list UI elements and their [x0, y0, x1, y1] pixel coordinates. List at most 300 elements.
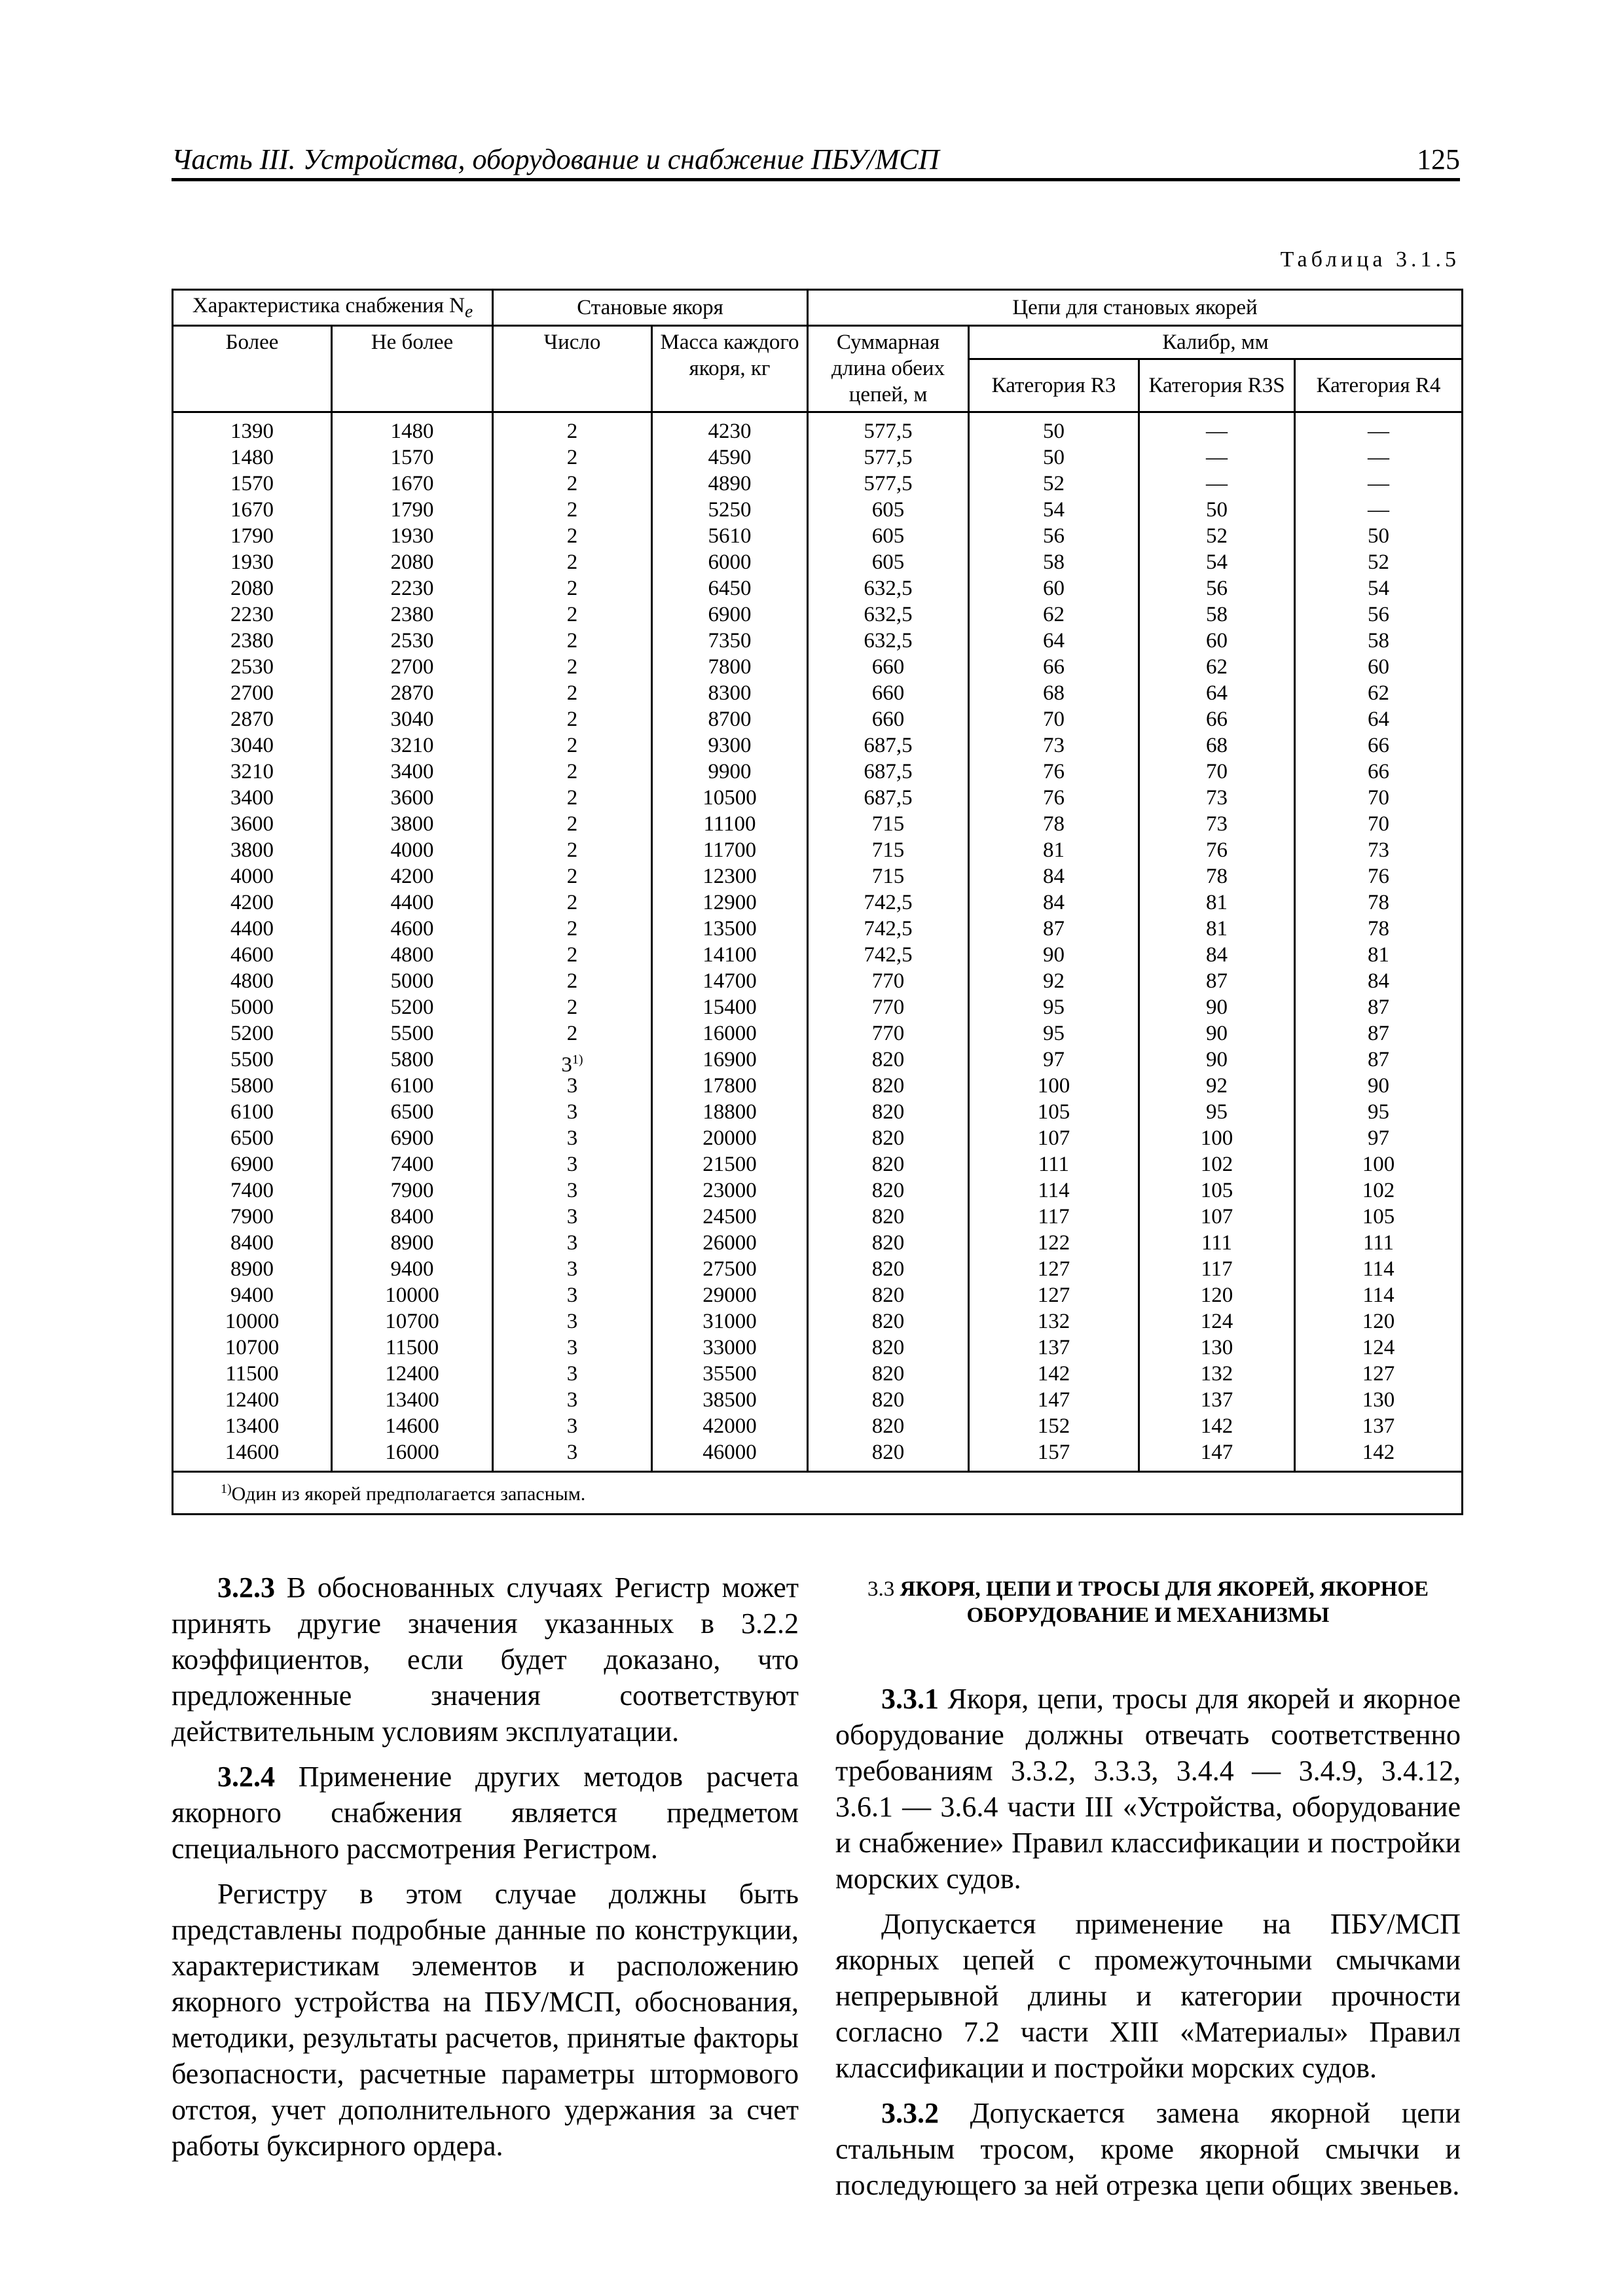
table-cell: 17800 — [702, 1074, 757, 1098]
table-cell: 84 — [1368, 969, 1390, 993]
table-cell: 62 — [1043, 603, 1065, 626]
table-cell: 2 — [566, 917, 578, 941]
table-cell: 92 — [1206, 1074, 1228, 1098]
table-cell: 87 — [1368, 996, 1390, 1019]
table-cell: 5250 — [708, 498, 752, 522]
paragraph-3-2-4-cont: Регистру в этом случае должны быть представлены подробные данные по конструкции, характеристикам элементов и расположению якорного устройства на ПБУ/МСП, обоснования, методики, результаты расчетов, принятые факторы безопасности, расчетные параметры штормового отстоя, учет дополнительного удержания за счет работы буксирного ордера. — [172, 1878, 799, 2162]
header-title: Часть III. Устройства, оборудование и снабжение ПБУ/МСП — [172, 143, 939, 175]
table-cell: 715 — [871, 812, 905, 836]
table-cell: 60 — [1043, 577, 1065, 600]
table-cell: 73 — [1206, 786, 1228, 810]
table-cell: 81 — [1043, 838, 1065, 862]
col-mass — [652, 412, 808, 1472]
col-r3 — [969, 412, 1139, 1472]
table-cell: 2 — [566, 891, 578, 914]
table-cell: 97 — [1368, 1126, 1390, 1150]
paragraph-3-3-1: 3.3.1 Якоря, цепи, тросы для якорей и якорное оборудование должны отвечать соответственно требованиям 3.3.2, 3.3.3, 3.4.4 — 3.4.9, 3.4.12, 3.6.1 — 3.6.4 части III «Устройства, оборудование и снабжение» Правил классификации и постройки морских судов. — [835, 1683, 1461, 1895]
table-cell: 97 — [1043, 1048, 1065, 1071]
table-cell: 56 — [1206, 577, 1228, 600]
table-cell: 120 — [1362, 1310, 1395, 1333]
table-cell: 3600 — [230, 812, 274, 836]
table-cell: 18800 — [702, 1100, 757, 1124]
table-cell: 2380 — [390, 603, 434, 626]
table-cell: 820 — [871, 1048, 905, 1071]
table-cell: 31000 — [702, 1310, 757, 1333]
table-cell: 820 — [871, 1336, 905, 1359]
table-cell: — — [1206, 472, 1228, 495]
table-cell: 820 — [871, 1441, 905, 1464]
table-cell: 6900 — [708, 603, 752, 626]
table-cell: 60 — [1206, 629, 1228, 653]
table-cell: 38500 — [702, 1388, 757, 1412]
table-cell: 2380 — [230, 629, 274, 653]
table-cell: 3 — [566, 1414, 578, 1438]
table-cell: 1670 — [230, 498, 274, 522]
table-cell: 1930 — [390, 524, 434, 548]
table-cell: 76 — [1368, 865, 1390, 888]
table-cell: 3 — [566, 1362, 578, 1386]
table-cell: 127 — [1037, 1283, 1070, 1307]
table-cell: 147 — [1200, 1441, 1233, 1464]
table-cell: 2530 — [390, 629, 434, 653]
table-cell: 577,5 — [864, 446, 913, 469]
table-cell: 4400 — [390, 891, 434, 914]
table-cell: 2 — [566, 603, 578, 626]
table-cell: 6900 — [390, 1126, 434, 1150]
table-cell: 52 — [1368, 550, 1390, 574]
table-cell: 13400 — [385, 1388, 439, 1412]
table-cell: 58 — [1368, 629, 1390, 653]
table-cell: 687,5 — [864, 734, 913, 757]
table-cell: 23000 — [702, 1179, 757, 1202]
header-not-more: Не более — [332, 326, 493, 412]
table-cell: 8400 — [390, 1205, 434, 1229]
table-cell: 4800 — [230, 969, 274, 993]
table-cell: 58 — [1206, 603, 1228, 626]
table-cell: 2 — [566, 865, 578, 888]
table-cell: 78 — [1043, 812, 1065, 836]
table-cell: 3600 — [390, 786, 434, 810]
table-cell: 632,5 — [864, 629, 913, 653]
table-cell: — — [1206, 446, 1228, 469]
table-cell: 715 — [871, 838, 905, 862]
table-cell: 12300 — [702, 865, 757, 888]
table-cell: 130 — [1362, 1388, 1395, 1412]
table-cell: 33000 — [702, 1336, 757, 1359]
table-cell: 2530 — [230, 655, 274, 679]
table-cell: 3$^{1)}$ — [561, 1052, 583, 1077]
header-chains: Цепи для становых якорей — [808, 290, 1463, 326]
table-cell: 95 — [1043, 996, 1065, 1019]
table-cell: 50 — [1043, 446, 1065, 469]
header-caliber: Калибр, мм — [969, 326, 1463, 359]
footnote-mark: 1) — [572, 1052, 583, 1067]
table-cell: 8400 — [230, 1231, 274, 1255]
table-cell: 76 — [1043, 760, 1065, 783]
table-cell: 78 — [1368, 891, 1390, 914]
paragraph-3-3-1-cont: Допускается применение на ПБУ/МСП якорных цепей с промежуточными смычками непрерывной длины и категории прочности согласно 7.2 части XIII «Материалы» Правил классификации и постройки морских судов. — [835, 1908, 1461, 2084]
table-cell: 4000 — [230, 865, 274, 888]
table-cell: 124 — [1362, 1336, 1395, 1359]
table-cell: 90 — [1043, 943, 1065, 967]
table-cell: 9300 — [708, 734, 752, 757]
table-cell: 9400 — [390, 1257, 434, 1281]
table-cell: 2 — [566, 681, 578, 705]
table-cell: 3 — [566, 1310, 578, 1333]
table-cell: 66 — [1368, 760, 1390, 783]
table-cell: 3 — [566, 1257, 578, 1281]
table-cell: 820 — [871, 1231, 905, 1255]
running-header — [172, 143, 1460, 181]
table-cell: 1790 — [230, 524, 274, 548]
table-cell: 632,5 — [864, 577, 913, 600]
paragraph-3-2-3: 3.2.3 В обоснованных случаях Регистр может принять другие значения указанных в 3.2.2 коэффициентов, если будет доказано, что предложенные значения соответствуют действительным условиям эксплуатации. — [172, 1571, 799, 1748]
table-cell: 78 — [1368, 917, 1390, 941]
page-number: 125 — [1417, 143, 1460, 175]
table-cell: 4890 — [708, 472, 752, 495]
col-length — [808, 412, 969, 1472]
table-cell: 107 — [1200, 1205, 1233, 1229]
table-cell: 1670 — [390, 472, 434, 495]
table-cell: 100 — [1362, 1153, 1395, 1176]
table-cell: 2080 — [390, 550, 434, 574]
table-cell: 4590 — [708, 446, 752, 469]
table-cell: 62 — [1206, 655, 1228, 679]
table-cell: 3400 — [390, 760, 434, 783]
table-cell: 742,5 — [864, 891, 913, 914]
left-text-column — [172, 1570, 799, 2164]
table-cell: 14600 — [225, 1441, 280, 1464]
table-cell: 1930 — [230, 550, 274, 574]
table-cell: 122 — [1037, 1231, 1070, 1255]
table-cell: 117 — [1201, 1257, 1233, 1281]
table-cell: 2700 — [390, 655, 434, 679]
col-r4 — [1295, 412, 1463, 1472]
header-number: Число — [493, 326, 652, 412]
table-cell: 3 — [566, 1126, 578, 1150]
table-cell: 114 — [1038, 1179, 1070, 1202]
table-cell: 6100 — [230, 1100, 274, 1124]
table-cell: 52 — [1206, 524, 1228, 548]
table-cell: 687,5 — [864, 760, 913, 783]
table-cell: 2 — [566, 708, 578, 731]
table-cell: 3 — [566, 1100, 578, 1124]
table-cell: 4230 — [708, 420, 752, 443]
header-anchors: Становые якоря — [493, 290, 808, 326]
col-number — [493, 412, 652, 1472]
table-cell: 820 — [871, 1074, 905, 1098]
table-cell: 2 — [566, 969, 578, 993]
table-cell: 2 — [566, 420, 578, 443]
table-cell: 13500 — [702, 917, 757, 941]
table-cell: 137 — [1200, 1388, 1233, 1412]
table-cell: 3040 — [390, 708, 434, 731]
table-cell: 11700 — [702, 838, 757, 862]
table-cell: 2870 — [230, 708, 274, 731]
table-cell: 632,5 — [864, 603, 913, 626]
table-cell: 605 — [871, 550, 905, 574]
table-cell: 68 — [1206, 734, 1228, 757]
table-cell: 7400 — [390, 1153, 434, 1176]
table-cell: 2 — [566, 577, 578, 600]
table-body-row — [173, 412, 1463, 1472]
table-cell: 58 — [1043, 550, 1065, 574]
anchor-equipment-table — [172, 289, 1463, 1515]
table-cell: 13400 — [225, 1414, 280, 1438]
table-cell: 6100 — [390, 1074, 434, 1098]
table-cell: 90 — [1206, 996, 1228, 1019]
table-cell: 127 — [1362, 1362, 1395, 1386]
table-cell: 111 — [1201, 1231, 1233, 1255]
table-cell: 820 — [871, 1205, 905, 1229]
table-cell: 3 — [566, 1441, 578, 1464]
table-cell: 76 — [1043, 786, 1065, 810]
table-cell: 5800 — [230, 1074, 274, 1098]
table-cell: 87 — [1368, 1022, 1390, 1045]
table-cell: 70 — [1368, 786, 1390, 810]
table-cell: 2870 — [390, 681, 434, 705]
table-cell: 3 — [566, 1179, 578, 1202]
table-cell: 820 — [871, 1388, 905, 1412]
table-cell: 111 — [1363, 1231, 1395, 1255]
table-cell: 660 — [871, 708, 905, 731]
table-cell: 4600 — [390, 917, 434, 941]
table-cell: 660 — [871, 655, 905, 679]
table-cell: 687,5 — [864, 786, 913, 810]
table-cell: 20000 — [702, 1126, 757, 1150]
table-cell: — — [1368, 446, 1390, 469]
table-cell: 76 — [1206, 838, 1228, 862]
table-cell: 11100 — [703, 812, 756, 836]
table-cell: 5800 — [390, 1048, 434, 1071]
table-cell: 107 — [1037, 1126, 1070, 1150]
table-cell: 54 — [1206, 550, 1228, 574]
table-cell: 660 — [871, 681, 905, 705]
table-cell: 6500 — [390, 1100, 434, 1124]
table-cell: 2 — [566, 943, 578, 967]
table-cell: 2080 — [230, 577, 274, 600]
table-cell: 3 — [566, 1231, 578, 1255]
table-cell: 111 — [1038, 1153, 1070, 1176]
table-cell: 120 — [1200, 1283, 1233, 1307]
header-cat-r4: Категория R4 — [1295, 359, 1463, 412]
table-cell: 105 — [1362, 1205, 1395, 1229]
table-cell: 66 — [1206, 708, 1228, 731]
table-cell: 15400 — [702, 996, 757, 1019]
table-cell: 1570 — [230, 472, 274, 495]
table-cell: 73 — [1043, 734, 1065, 757]
table-cell: 95 — [1368, 1100, 1390, 1124]
table-cell: 81 — [1206, 891, 1228, 914]
table-cell: 5500 — [230, 1048, 274, 1071]
table-cell: 24500 — [702, 1205, 757, 1229]
table-cell: 4600 — [230, 943, 274, 967]
table-cell: 5610 — [708, 524, 752, 548]
table-cell: — — [1368, 472, 1390, 495]
paragraph-3-3-2: 3.3.2 Допускается замена якорной цепи стальным тросом, кроме якорной смычки и последующего за ней отрезка цепи общих звеньев. — [835, 2097, 1461, 2201]
table-cell: 42000 — [702, 1414, 757, 1438]
table-cell: 87 — [1043, 917, 1065, 941]
table-cell: 105 — [1037, 1100, 1070, 1124]
table-cell: — — [1206, 420, 1228, 443]
table-cell: 7350 — [708, 629, 752, 653]
table-cell: 605 — [871, 524, 905, 548]
table-caption: Таблица 3.1.5 — [1280, 247, 1460, 272]
table-cell: 73 — [1368, 838, 1390, 862]
table-cell: 770 — [871, 1022, 905, 1045]
header-cat-r3s: Категория R3S — [1139, 359, 1295, 412]
table-cell: 1480 — [390, 420, 434, 443]
table-cell: 2 — [566, 996, 578, 1019]
table-cell: 137 — [1037, 1336, 1070, 1359]
table-cell: 10000 — [225, 1310, 280, 1333]
table-cell: 2 — [566, 734, 578, 757]
table-cell: 35500 — [702, 1362, 757, 1386]
table-cell: 2230 — [390, 577, 434, 600]
table-cell: 2 — [566, 472, 578, 495]
table-cell: 81 — [1368, 943, 1390, 967]
table-cell: 3800 — [390, 812, 434, 836]
table-cell: 50 — [1043, 420, 1065, 443]
table-cell: 132 — [1200, 1362, 1233, 1386]
table-cell: 820 — [871, 1179, 905, 1202]
table-cell: 2 — [566, 1022, 578, 1045]
table-cell: 2 — [566, 524, 578, 548]
table-cell: 7400 — [230, 1179, 274, 1202]
table-cell: 2 — [566, 550, 578, 574]
table-cell: 820 — [871, 1153, 905, 1176]
table-cell: 29000 — [702, 1283, 757, 1307]
table-cell: 2 — [566, 629, 578, 653]
table-cell: 770 — [871, 969, 905, 993]
table-footnote: $^{1)}$Один из якорей предполагается запасным. — [173, 1472, 1463, 1515]
table-cell: 64 — [1206, 681, 1228, 705]
table-cell: 14700 — [702, 969, 757, 993]
table-cell: 14100 — [702, 943, 757, 967]
table-cell: 152 — [1037, 1414, 1070, 1438]
table-cell: 1480 — [230, 446, 274, 469]
table-cell: 5500 — [390, 1022, 434, 1045]
table-cell: 2230 — [230, 603, 274, 626]
table-cell: 56 — [1368, 603, 1390, 626]
table-cell: 8700 — [708, 708, 752, 731]
table-cell: 6000 — [708, 550, 752, 574]
table-cell: 9900 — [708, 760, 752, 783]
table-cell: 60 — [1368, 655, 1390, 679]
table-cell: 84 — [1206, 943, 1228, 967]
table-cell: 81 — [1206, 917, 1228, 941]
table-cell: 130 — [1200, 1336, 1233, 1359]
table-cell: 7800 — [708, 655, 752, 679]
table-cell: 70 — [1206, 760, 1228, 783]
table-cell: 64 — [1043, 629, 1065, 653]
header-characteristic: Характеристика снабжения $N_e$ — [173, 290, 493, 326]
table-cell: 54 — [1368, 577, 1390, 600]
table-cell: 100 — [1037, 1074, 1070, 1098]
table-cell: 16000 — [385, 1441, 439, 1464]
table-cell: 742,5 — [864, 943, 913, 967]
table-cell: 62 — [1368, 681, 1390, 705]
table-cell: 84 — [1043, 865, 1065, 888]
table-cell: 95 — [1206, 1100, 1228, 1124]
table-cell: 4200 — [230, 891, 274, 914]
table-cell: 64 — [1368, 708, 1390, 731]
table-cell: 4000 — [390, 838, 434, 862]
table-cell: 6450 — [708, 577, 752, 600]
table-cell: 742,5 — [864, 917, 913, 941]
col-more — [173, 412, 332, 1472]
table-cell: 21500 — [702, 1153, 757, 1176]
table-cell: 50 — [1368, 524, 1390, 548]
table-cell: 3 — [566, 1153, 578, 1176]
table-cell: 6500 — [230, 1126, 274, 1150]
table-cell: 820 — [871, 1257, 905, 1281]
table-cell: 52 — [1043, 472, 1065, 495]
table-cell: 11500 — [225, 1362, 279, 1386]
table-cell: 12900 — [702, 891, 757, 914]
table-cell: 4400 — [230, 917, 274, 941]
table-cell: 70 — [1043, 708, 1065, 731]
table-cell: 3800 — [230, 838, 274, 862]
table-cell: 84 — [1043, 891, 1065, 914]
table-cell: 102 — [1200, 1153, 1233, 1176]
table-cell: 14600 — [385, 1414, 439, 1438]
table-cell: 820 — [871, 1414, 905, 1438]
table-cell: 16000 — [702, 1022, 757, 1045]
table-cell: 5000 — [390, 969, 434, 993]
table-cell: 70 — [1368, 812, 1390, 836]
table-cell: 577,5 — [864, 420, 913, 443]
table-cell: 3 — [566, 1283, 578, 1307]
table-cell: 3040 — [230, 734, 274, 757]
table-cell: 10000 — [385, 1283, 439, 1307]
table-cell: 7900 — [230, 1205, 274, 1229]
table-cell: 102 — [1362, 1179, 1395, 1202]
table-cell: 117 — [1038, 1205, 1070, 1229]
table-cell: 5200 — [390, 996, 434, 1019]
table-cell: — — [1368, 420, 1390, 443]
table-cell: 87 — [1368, 1048, 1390, 1071]
table-cell: 8300 — [708, 681, 752, 705]
table-cell: 11500 — [385, 1336, 439, 1359]
table-cell: 605 — [871, 498, 905, 522]
table-cell: 820 — [871, 1283, 905, 1307]
table-cell: 142 — [1362, 1441, 1395, 1464]
table-cell: 46000 — [702, 1441, 757, 1464]
table-cell: 8900 — [230, 1257, 274, 1281]
table-cell: 27500 — [702, 1257, 757, 1281]
table-cell: 2 — [566, 812, 578, 836]
table-cell: 90 — [1368, 1074, 1390, 1098]
table-cell: 5200 — [230, 1022, 274, 1045]
table-cell: 4800 — [390, 943, 434, 967]
table-cell: 2700 — [230, 681, 274, 705]
table-cell: 3 — [566, 1074, 578, 1098]
table-cell: 90 — [1206, 1022, 1228, 1045]
table-cell: 66 — [1368, 734, 1390, 757]
table-cell: 100 — [1200, 1126, 1233, 1150]
table-cell: 12400 — [225, 1388, 280, 1412]
table-cell: 820 — [871, 1100, 905, 1124]
table-cell: 114 — [1362, 1283, 1395, 1307]
table-cell: 95 — [1043, 1022, 1065, 1045]
table-cell: 142 — [1200, 1414, 1233, 1438]
table-cell: 2 — [566, 655, 578, 679]
table-cell: 3 — [566, 1336, 578, 1359]
table-cell: 87 — [1206, 969, 1228, 993]
paragraph-3-2-4: 3.2.4 Применение других методов расчета якорного снабжения является предметом специального рассмотрения Регистром. — [172, 1761, 799, 1865]
table-cell: 3 — [566, 1205, 578, 1229]
